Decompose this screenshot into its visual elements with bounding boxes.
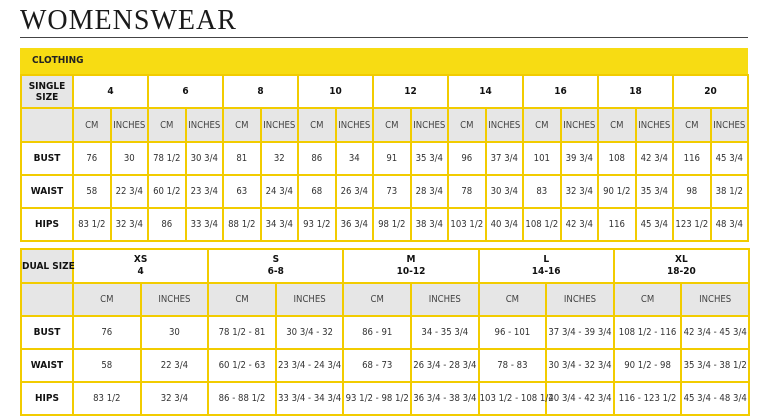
- measurement-cell: 91: [373, 142, 411, 175]
- measurement-cell: 24 3/4: [261, 175, 299, 208]
- clothing-banner: CLOTHING: [20, 48, 748, 74]
- measurement-cell: 123 1/2: [673, 208, 711, 241]
- measurement-cell: 42 3/4: [636, 142, 674, 175]
- unit-cm-label: CM: [479, 283, 547, 316]
- measurement-cell: 26 3/4 - 28 3/4: [411, 349, 479, 382]
- measurement-cell: 30: [111, 142, 149, 175]
- measurement-cell: 35 3/4 - 38 1/2: [681, 349, 749, 382]
- measurement-cell: 73: [373, 175, 411, 208]
- measurement-cell: 96 - 101: [479, 316, 547, 349]
- unit-inches-label: INCHES: [561, 108, 599, 142]
- unit-cm-label: CM: [523, 108, 561, 142]
- measurement-cell: 63: [223, 175, 261, 208]
- page-title: WOMENSWEAR: [20, 5, 237, 36]
- dual-size-range: 10-12: [396, 266, 426, 277]
- measurement-cell: 103 1/2 - 108 1/2: [479, 382, 547, 415]
- measurement-cell: 98: [673, 175, 711, 208]
- measurement-cell: 83 1/2: [73, 208, 111, 241]
- measurement-cell: 35 3/4: [411, 142, 449, 175]
- size-header: 6: [148, 75, 223, 108]
- measurement-cell: 45 3/4 - 48 3/4: [681, 382, 749, 415]
- measurement-cell: 103 1/2: [448, 208, 486, 241]
- unit-cm-label: CM: [148, 108, 186, 142]
- measurement-cell: 34 - 35 3/4: [411, 316, 479, 349]
- measurement-cell: 36 3/4: [336, 208, 374, 241]
- size-header: 16: [523, 75, 598, 108]
- dual-size-name: XS: [133, 254, 148, 265]
- unit-inches-label: INCHES: [336, 108, 374, 142]
- measurement-cell: 86: [298, 142, 336, 175]
- measurement-cell: 30 3/4 - 32 3/4: [546, 349, 614, 382]
- row-label: BUST: [21, 142, 73, 175]
- dual-size-hips-row: [21, 382, 749, 415]
- measurement-cell: 35 3/4: [636, 175, 674, 208]
- row-label: WAIST: [21, 349, 73, 382]
- unit-inches-label: INCHES: [141, 283, 209, 316]
- unit-cm-label: CM: [223, 108, 261, 142]
- measurement-cell: 86 - 88 1/2: [208, 382, 276, 415]
- unit-cm-label: CM: [673, 108, 711, 142]
- dual-size-header: [208, 249, 343, 283]
- unit-inches-label: INCHES: [636, 108, 674, 142]
- measurement-cell: 83: [523, 175, 561, 208]
- units-blank-cell: [21, 283, 73, 316]
- dual-size-range: 18-20: [666, 266, 696, 277]
- measurement-cell: 39 3/4: [561, 142, 599, 175]
- single-size-units-row: [21, 108, 748, 142]
- measurement-cell: 78 - 83: [479, 349, 547, 382]
- dual-size-name: M: [406, 254, 416, 265]
- measurement-cell: 32 3/4: [111, 208, 149, 241]
- measurement-cell: 30: [141, 316, 209, 349]
- unit-cm-label: CM: [73, 283, 141, 316]
- measurement-cell: 42 3/4: [561, 208, 599, 241]
- unit-inches-label: INCHES: [711, 108, 749, 142]
- measurement-cell: 60 1/2 - 63: [208, 349, 276, 382]
- measurement-cell: 40 3/4: [486, 208, 524, 241]
- measurement-cell: 34: [336, 142, 374, 175]
- unit-cm-label: CM: [298, 108, 336, 142]
- unit-cm-label: CM: [598, 108, 636, 142]
- size-header: 20: [673, 75, 748, 108]
- dual-size-range: 14-16: [531, 266, 561, 277]
- size-header: 8: [223, 75, 298, 108]
- dual-size-header-row: [21, 249, 749, 283]
- unit-cm-label: CM: [373, 108, 411, 142]
- single-size-waist-row: [21, 175, 748, 208]
- measurement-cell: 116: [673, 142, 711, 175]
- single-size-bust-row: [21, 142, 748, 175]
- measurement-cell: 28 3/4: [411, 175, 449, 208]
- measurement-cell: 90 1/2 - 98: [614, 349, 682, 382]
- units-blank-cell: [21, 108, 73, 142]
- single-size-header-row: [21, 75, 748, 108]
- dual-size-range: 6-8: [267, 266, 284, 277]
- dual-size-header: [614, 249, 749, 283]
- measurement-cell: 32 3/4: [141, 382, 209, 415]
- dual-size-name: XL: [675, 254, 688, 265]
- dual-size-header: [479, 249, 614, 283]
- dual-size-range: 4: [137, 266, 144, 277]
- measurement-cell: 81: [223, 142, 261, 175]
- single-size-hips-row: [21, 208, 748, 241]
- single-size-table: [20, 74, 749, 242]
- row-label: BUST: [21, 316, 73, 349]
- measurement-cell: 22 3/4: [111, 175, 149, 208]
- unit-inches-label: INCHES: [276, 283, 344, 316]
- measurement-cell: 23 3/4 - 24 3/4: [276, 349, 344, 382]
- measurement-cell: 78 1/2: [148, 142, 186, 175]
- measurement-cell: 32: [261, 142, 299, 175]
- measurement-cell: 116: [598, 208, 636, 241]
- dual-size-bust-row: [21, 316, 749, 349]
- unit-inches-label: INCHES: [411, 283, 479, 316]
- measurement-cell: 90 1/2: [598, 175, 636, 208]
- measurement-cell: 60 1/2: [148, 175, 186, 208]
- measurement-cell: 116 - 123 1/2: [614, 382, 682, 415]
- unit-cm-label: CM: [448, 108, 486, 142]
- measurement-cell: 30 3/4 - 32: [276, 316, 344, 349]
- unit-inches-label: INCHES: [186, 108, 224, 142]
- measurement-cell: 76: [73, 316, 141, 349]
- measurement-cell: 86: [148, 208, 186, 241]
- measurement-cell: 38 3/4: [411, 208, 449, 241]
- size-header: 10: [298, 75, 373, 108]
- title-divider: [20, 37, 748, 38]
- measurement-cell: 68: [298, 175, 336, 208]
- measurement-cell: 78 1/2 - 81: [208, 316, 276, 349]
- measurement-cell: 37 3/4 - 39 3/4: [546, 316, 614, 349]
- unit-inches-label: INCHES: [486, 108, 524, 142]
- measurement-cell: 108 1/2: [523, 208, 561, 241]
- measurement-cell: 108: [598, 142, 636, 175]
- measurement-cell: 36 3/4 - 38 3/4: [411, 382, 479, 415]
- unit-inches-label: INCHES: [411, 108, 449, 142]
- row-label: WAIST: [21, 175, 73, 208]
- unit-cm-label: CM: [73, 108, 111, 142]
- measurement-cell: 78: [448, 175, 486, 208]
- measurement-cell: 68 - 73: [343, 349, 411, 382]
- size-header: 12: [373, 75, 448, 108]
- size-header: 4: [73, 75, 148, 108]
- unit-cm-label: CM: [614, 283, 682, 316]
- measurement-cell: 58: [73, 175, 111, 208]
- dual-size-header: [73, 249, 208, 283]
- row-label: HIPS: [21, 208, 73, 241]
- row-label: HIPS: [21, 382, 73, 415]
- measurement-cell: 23 3/4: [186, 175, 224, 208]
- measurement-cell: 93 1/2 - 98 1/2: [343, 382, 411, 415]
- measurement-cell: 33 3/4 - 34 3/4: [276, 382, 344, 415]
- size-header: 14: [448, 75, 523, 108]
- single-size-label-line2: SIZE: [35, 91, 59, 103]
- single-size-label: [21, 75, 73, 108]
- measurement-cell: 88 1/2: [223, 208, 261, 241]
- unit-cm-label: CM: [343, 283, 411, 316]
- measurement-cell: 45 3/4: [636, 208, 674, 241]
- measurement-cell: 108 1/2 - 116: [614, 316, 682, 349]
- unit-inches-label: INCHES: [681, 283, 749, 316]
- measurement-cell: 96: [448, 142, 486, 175]
- dual-size-name: S: [272, 254, 280, 265]
- measurement-cell: 101: [523, 142, 561, 175]
- unit-inches-label: INCHES: [546, 283, 614, 316]
- measurement-cell: 42 3/4 - 45 3/4: [681, 316, 749, 349]
- dual-size-label: DUAL SIZE: [21, 249, 73, 283]
- measurement-cell: 45 3/4: [711, 142, 749, 175]
- dual-size-units-row: [21, 283, 749, 316]
- measurement-cell: 34 3/4: [261, 208, 299, 241]
- single-size-label-line1: SINGLE: [28, 80, 66, 92]
- measurement-cell: 33 3/4: [186, 208, 224, 241]
- measurement-cell: 58: [73, 349, 141, 382]
- measurement-cell: 30 3/4: [486, 175, 524, 208]
- measurement-cell: 30 3/4: [186, 142, 224, 175]
- measurement-cell: 32 3/4: [561, 175, 599, 208]
- measurement-cell: 86 - 91: [343, 316, 411, 349]
- unit-inches-label: INCHES: [111, 108, 149, 142]
- measurement-cell: 76: [73, 142, 111, 175]
- dual-size-name: L: [543, 254, 550, 265]
- dual-size-table: [20, 248, 750, 416]
- dual-size-waist-row: [21, 349, 749, 382]
- measurement-cell: 37 3/4: [486, 142, 524, 175]
- measurement-cell: 40 3/4 - 42 3/4: [546, 382, 614, 415]
- measurement-cell: 98 1/2: [373, 208, 411, 241]
- measurement-cell: 22 3/4: [141, 349, 209, 382]
- measurement-cell: 83 1/2: [73, 382, 141, 415]
- size-header: 18: [598, 75, 673, 108]
- measurement-cell: 26 3/4: [336, 175, 374, 208]
- measurement-cell: 48 3/4: [711, 208, 749, 241]
- unit-cm-label: CM: [208, 283, 276, 316]
- dual-size-header: [343, 249, 478, 283]
- unit-inches-label: INCHES: [261, 108, 299, 142]
- measurement-cell: 38 1/2: [711, 175, 749, 208]
- measurement-cell: 93 1/2: [298, 208, 336, 241]
